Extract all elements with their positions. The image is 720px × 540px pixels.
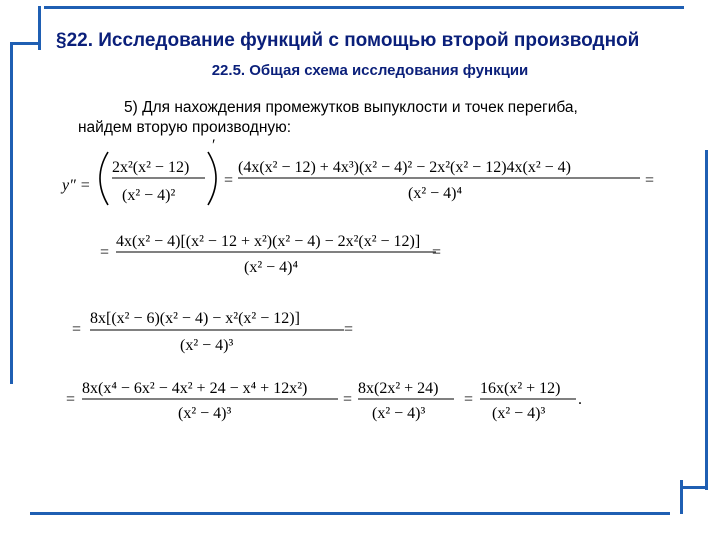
step4a-numerator: 8x(x⁴ − 6x² − 4x² + 24 − x⁴ + 12x²)	[82, 380, 308, 397]
step4b-denominator: (x² − 4)³	[372, 405, 426, 422]
equals-1: =	[224, 172, 234, 189]
lhs-label: y″ =	[62, 177, 91, 194]
step4c-numerator: 16x(x² + 12)	[480, 380, 561, 397]
formula-row-4	[66, 380, 582, 422]
step4a-denominator: (x² − 4)³	[178, 405, 232, 422]
equals-5: =	[72, 321, 82, 338]
step3-denominator: (x² − 4)³	[180, 337, 234, 354]
step4b-numerator: 8x(2x² + 24)	[358, 380, 439, 397]
step2-numerator: 4x(x² − 4)[(x² − 12 + x²)(x² − 4) − 2x²(x² − 12)]	[116, 233, 421, 250]
equals-7: =	[66, 391, 76, 408]
step3-numerator: 8x[(x² − 6)(x² − 4) − x²(x² − 12)]	[90, 310, 300, 327]
step4c-denominator: (x² − 4)³	[492, 405, 546, 422]
final-period: .	[578, 391, 582, 408]
equals-8: =	[343, 391, 353, 408]
left-big-paren	[100, 152, 108, 205]
step1-denominator: (x² − 4)⁴	[408, 185, 463, 202]
equals-4: =	[432, 244, 442, 261]
inner-fraction-numerator: 2x²(x² − 12)	[112, 159, 190, 176]
intro-line-1: 5) Для нахождения промежутков выпуклости и точек перегиба,	[124, 99, 578, 116]
formula-row-1	[60, 137, 654, 205]
step1-numerator: (4x(x² − 12) + 4x³)(x² − 4)² − 2x²(x² − 12)4x(x² − 4)	[238, 159, 571, 176]
equals-9: =	[464, 391, 474, 408]
formula-row-3	[72, 310, 353, 354]
right-big-paren	[208, 152, 216, 205]
prime-mark: ′	[212, 137, 216, 154]
slide-title: §22. Исследование функций с помощью второй производной	[56, 30, 640, 51]
inner-fraction-denominator: (x² − 4)²	[122, 187, 176, 204]
intro-line-2: найдем вторую производную:	[78, 119, 292, 136]
step2-denominator: (x² − 4)⁴	[244, 259, 299, 276]
formula-row-2	[100, 233, 441, 276]
equals-6: =	[344, 321, 354, 338]
equals-2: =	[645, 172, 655, 189]
slide-subtitle: 22.5. Общая схема исследования функции	[211, 62, 529, 79]
equals-3: =	[100, 244, 110, 261]
